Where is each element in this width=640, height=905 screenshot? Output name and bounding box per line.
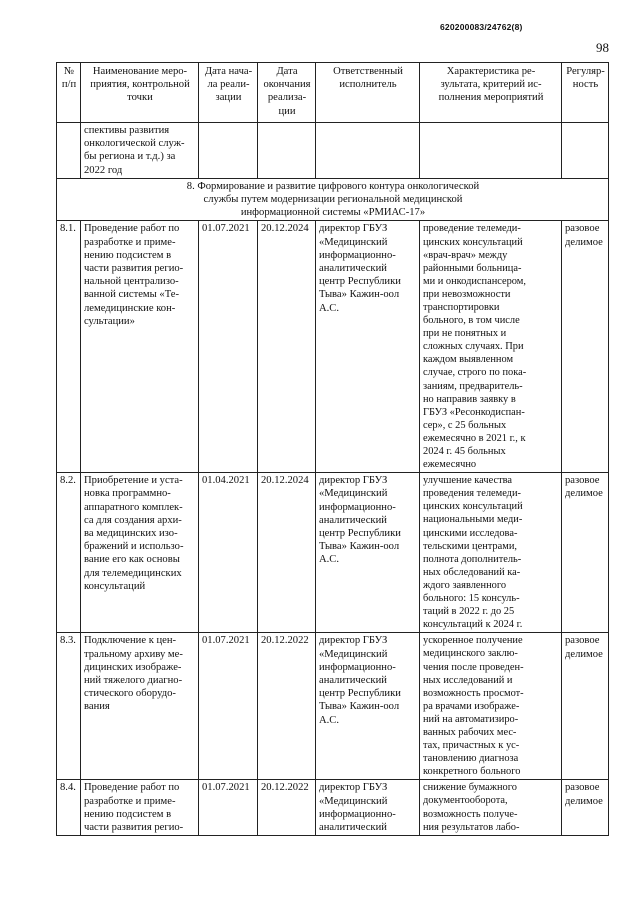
cell-regularity xyxy=(562,123,609,179)
header-start-date: Дата нача- ла реали- зации xyxy=(199,63,258,123)
table-row xyxy=(57,473,609,633)
section-title: 8. Формирование и развитие цифрового контура онкологической службы путем модернизации региональной медицинской информационной системы «РМИАС-17» xyxy=(57,178,609,221)
cell-end: 20.12.2024 xyxy=(258,473,316,633)
header-num: № п/п xyxy=(57,63,81,123)
table-header-row xyxy=(57,63,609,123)
cell-executor: директор ГБУЗ «Медицинский информационно- аналитический центр Республики Тыва» Кажин-оол А.С. xyxy=(316,221,420,473)
cell-end: 20.12.2022 xyxy=(258,780,316,836)
cell-end xyxy=(258,123,316,179)
cell-num: 8.4. xyxy=(57,780,81,836)
cell-num: 8.3. xyxy=(57,633,81,780)
cell-result: снижение бумажного документооборота, возможность получе- ния результатов лабо- xyxy=(420,780,562,836)
cell-num: 8.2. xyxy=(57,473,81,633)
cell-executor xyxy=(316,123,420,179)
cell-result: ускоренное получение медицинского заклю- чения после проведен- ных исследований и возможность просмот- ра врачами изображе- ний на автоматизиро- ванных рабочих мес- тах, причастных к ус- тановлению диагноза конкретного больного xyxy=(420,633,562,780)
page-number: 98 xyxy=(596,40,609,55)
cell-regularity: разовое делимое xyxy=(562,780,609,836)
table-row xyxy=(57,221,609,473)
cell-num: 8.1. xyxy=(57,221,81,473)
cell-executor: директор ГБУЗ «Медицинский информационно- аналитический центр Республики Тыва» Кажин-оол А.С. xyxy=(316,473,420,633)
cell-end: 20.12.2022 xyxy=(258,633,316,780)
cell-result: проведение телемеди- цинских консультаций «врач-врач» между районными больница- ми и онкодиспансером, при невозможности транспортировки больного, в том числе при не понятных и сложных случаях. При каждом выявленном случае, строго по пока- заниям, предваритель- но направив заявку в ГБУЗ «Ресонкодиспан- сер», с 25 больных ежемесячно в 2021 г., к 2024 г. 45 больных ежемесячно xyxy=(420,221,562,473)
cell-result: улучшение качества проведения телемеди- цинских консультаций национальными меди- цинскими исследова- тельскими центрами, полнота дополнитель- ных обследований ка- ждого заявленного больного: 15 консуль- таций в 2022 г. до 25 консультаций к 2024 г. xyxy=(420,473,562,633)
cell-end: 20.12.2024 xyxy=(258,221,316,473)
cell-start: 01.07.2021 xyxy=(199,633,258,780)
header-end-date: Дата окончания реализа- ции xyxy=(258,63,316,123)
cell-regularity: разовое делимое xyxy=(562,473,609,633)
document-id: 620200083/24762(8) xyxy=(440,22,523,32)
table-row xyxy=(57,780,609,836)
cell-result xyxy=(420,123,562,179)
cell-name: Подключение к цен- тральному архиву ме- дицинских изображе- ний тяжелого диагно- стического оборудо- вания xyxy=(81,633,199,780)
cell-executor: директор ГБУЗ «Медицинский информационно- аналитический xyxy=(316,780,420,836)
cell-num xyxy=(57,123,81,179)
cell-regularity: разовое делимое xyxy=(562,221,609,473)
header-regularity: Регуляр- ность xyxy=(562,63,609,123)
cell-regularity: разовое делимое xyxy=(562,633,609,780)
cell-start: 01.04.2021 xyxy=(199,473,258,633)
cell-start: 01.07.2021 xyxy=(199,780,258,836)
header-result: Характеристика ре- зультата, критерий ис- полнения мероприятий xyxy=(420,63,562,123)
table-row xyxy=(57,633,609,780)
cell-name: Приобретение и уста- новка программно- аппаратного комплек- са для создания архи- ва медицинских изо- бражений и использо- вание его как основы для телемедицинских консультаций xyxy=(81,473,199,633)
section-row xyxy=(57,178,609,221)
activities-table xyxy=(56,62,609,836)
header-executor: Ответственный исполнитель xyxy=(316,63,420,123)
cell-executor: директор ГБУЗ «Медицинский информационно- аналитический центр Республики Тыва» Кажин-оол А.С. xyxy=(316,633,420,780)
cell-name: Проведение работ по разработке и приме- нению подсистем в части развития регио- xyxy=(81,780,199,836)
cell-start xyxy=(199,123,258,179)
table-row-continuation xyxy=(57,123,609,179)
cell-name: спективы развития онкологической служ- бы региона и т.д.) за 2022 год xyxy=(81,123,199,179)
cell-start: 01.07.2021 xyxy=(199,221,258,473)
cell-name: Проведение работ по разработке и приме- нению подсистем в части развития регио- нальной централизо- ванной системы «Те- лемедицинские кон- сультации» xyxy=(81,221,199,473)
header-name: Наименование меро- приятия, контрольной точки xyxy=(81,63,199,123)
